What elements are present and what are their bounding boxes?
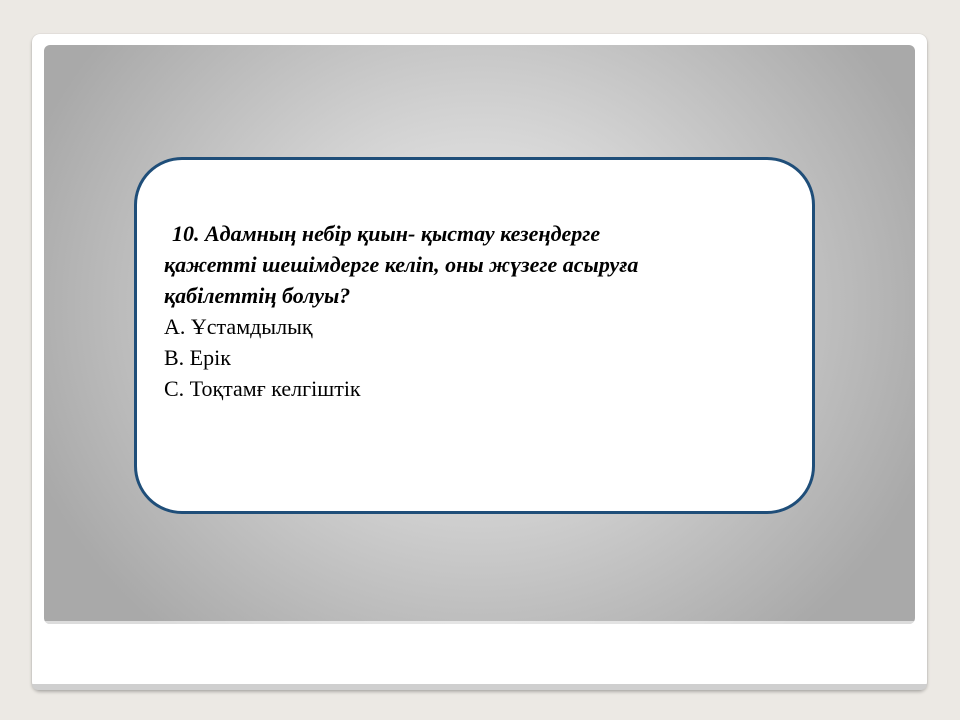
option-a: А. Ұстамдылық xyxy=(164,314,313,339)
question-text xyxy=(164,218,784,404)
option-c: С. Тоқтамғ келгіштік xyxy=(164,376,361,401)
question-line-2: қажетті шешімдерге келіп, оны жүзеге асыруға xyxy=(164,252,639,277)
question-box xyxy=(134,157,815,514)
option-b: В. Ерік xyxy=(164,345,231,370)
slide-bottom-rule xyxy=(32,684,927,690)
question-line-1: 10. Адамның небір қиын- қыстау кезеңдерге xyxy=(172,221,601,246)
question-line-3: қабілеттің болуы? xyxy=(164,283,351,308)
